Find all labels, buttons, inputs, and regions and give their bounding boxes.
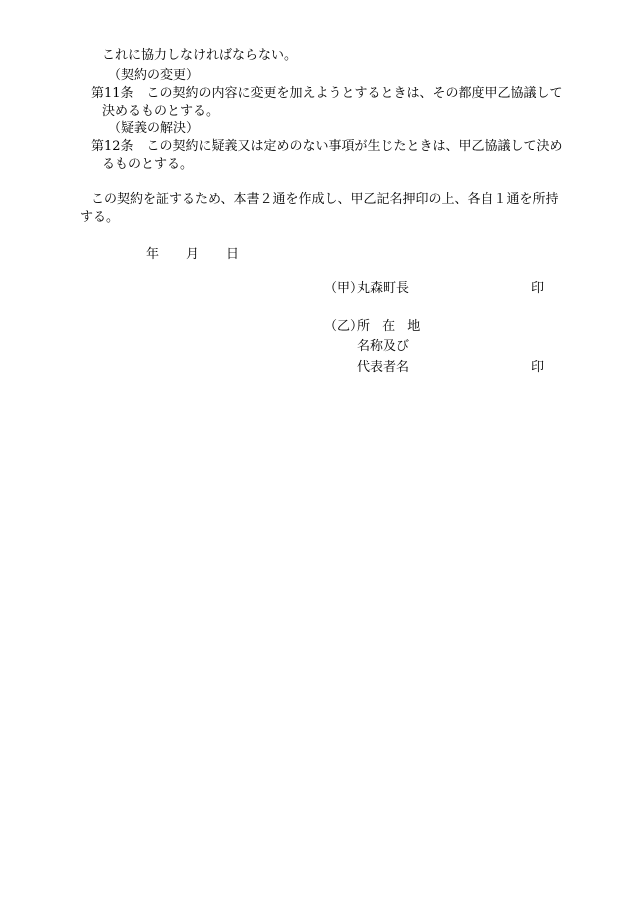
attestation-clause-continuation: する。 <box>80 210 120 225</box>
party-b-seal: 印 <box>531 360 545 375</box>
article-12: 第12条 この契約に疑義又は定めのない事項が生じたときは、甲乙協議して決め <box>91 139 563 154</box>
attestation-clause: この契約を証するため、本書２通を作成し、甲乙記名押印の上、各自１通を所持 <box>91 192 559 207</box>
section-heading-dispute-resolution: （疑義の解決） <box>108 121 200 136</box>
party-a-name: 丸森町長 <box>357 281 410 296</box>
party-b-representative-label: 代表者名 <box>357 360 410 375</box>
party-b-label: （乙） <box>324 319 364 334</box>
party-b-address-label: 所 在 地 <box>357 319 425 334</box>
article-11-continuation: 決めるものとする。 <box>102 104 220 119</box>
article-11: 第11条 この契約の内容に変更を加えようとするときは、その都度甲乙協議して <box>91 86 563 101</box>
party-a-label: （甲） <box>324 281 364 296</box>
party-b-name-label: 名称及び <box>357 339 410 354</box>
section-heading-contract-change: （契約の変更） <box>108 68 200 83</box>
date-month-label: 月 <box>186 247 200 262</box>
text-line: これに協力しなければならない。 <box>102 48 298 63</box>
date-day-label: 日 <box>226 247 240 262</box>
date-year-label: 年 <box>146 247 160 262</box>
article-12-continuation: るものとする。 <box>102 157 194 172</box>
party-a-seal: 印 <box>531 281 545 296</box>
